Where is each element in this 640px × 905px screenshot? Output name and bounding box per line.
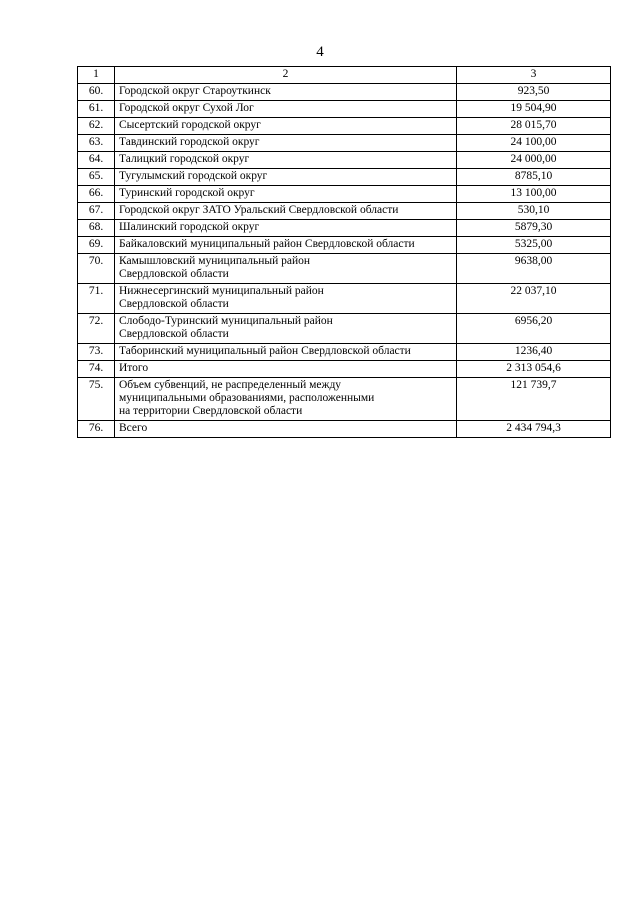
row-value: 5879,30 [457,220,611,237]
row-number: 68. [78,220,115,237]
table-row [78,344,611,361]
table-row-total [78,421,611,438]
row-value: 13 100,00 [457,186,611,203]
row-name: Шалинский городской округ [115,220,457,237]
row-value: 9638,00 [457,254,611,284]
table-row [78,203,611,220]
row-value: 19 504,90 [457,101,611,118]
row-value: 923,50 [457,84,611,101]
row-number: 74. [78,361,115,378]
row-name: Камышловский муниципальный район Свердловской области [115,254,457,284]
table-row [78,84,611,101]
row-name: Нижнесергинский муниципальный район Свердловской области [115,284,457,314]
table-row [78,314,611,344]
subsidy-table [77,66,611,438]
row-value: 1236,40 [457,344,611,361]
row-number: 64. [78,152,115,169]
header-col-2: 2 [115,67,457,84]
table-row [78,254,611,284]
row-number: 71. [78,284,115,314]
table-row [78,101,611,118]
row-number: 70. [78,254,115,284]
header-col-3: 3 [457,67,611,84]
row-number: 76. [78,421,115,438]
row-value: 24 000,00 [457,152,611,169]
table-row-subtotal [78,361,611,378]
row-name: Сысертский городской округ [115,118,457,135]
page-number: 4 [316,44,324,60]
row-name: Слободо-Туринский муниципальный район Свердловской области [115,314,457,344]
row-value: 2 313 054,6 [457,361,611,378]
row-name: Тугулымский городской округ [115,169,457,186]
row-name: Байкаловский муниципальный район Свердловской области [115,237,457,254]
row-name: Туринский городской округ [115,186,457,203]
table-row [78,152,611,169]
row-number: 72. [78,314,115,344]
row-number: 69. [78,237,115,254]
row-number: 75. [78,378,115,421]
table-row [78,186,611,203]
row-name: Итого [115,361,457,378]
row-value: 28 015,70 [457,118,611,135]
header-col-1: 1 [78,67,115,84]
row-number: 65. [78,169,115,186]
row-name: Городской округ ЗАТО Уральский Свердловской области [115,203,457,220]
table-row [78,135,611,152]
row-number: 73. [78,344,115,361]
row-name: Городской округ Староуткинск [115,84,457,101]
row-number: 67. [78,203,115,220]
row-value: 121 739,7 [457,378,611,421]
row-value: 530,10 [457,203,611,220]
row-value: 2 434 794,3 [457,421,611,438]
row-number: 61. [78,101,115,118]
row-name: Таборинский муниципальный район Свердловской области [115,344,457,361]
row-number: 63. [78,135,115,152]
row-value: 5325,00 [457,237,611,254]
row-name: Городской округ Сухой Лог [115,101,457,118]
row-name: Талицкий городской округ [115,152,457,169]
row-value: 22 037,10 [457,284,611,314]
row-value: 24 100,00 [457,135,611,152]
table-row [78,118,611,135]
table-row [78,169,611,186]
table-header-row [78,67,611,84]
row-name: Объем субвенций, не распределенный между муниципальными образованиями, расположенными на территории Свердловской области [115,378,457,421]
table-row [78,220,611,237]
table-row [78,378,611,421]
row-value: 8785,10 [457,169,611,186]
row-name: Тавдинский городской округ [115,135,457,152]
table-row [78,237,611,254]
row-number: 62. [78,118,115,135]
row-number: 60. [78,84,115,101]
row-name: Всего [115,421,457,438]
table-row [78,284,611,314]
row-number: 66. [78,186,115,203]
row-value: 6956,20 [457,314,611,344]
